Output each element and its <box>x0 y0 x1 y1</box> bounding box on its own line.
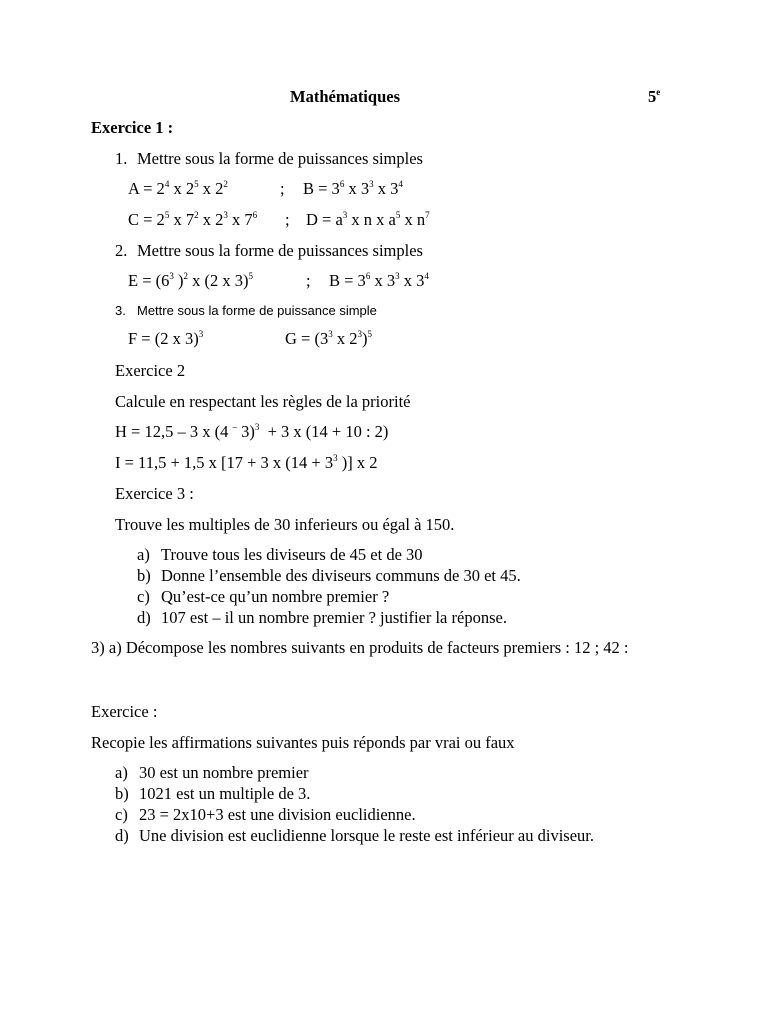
expression-G: $G = (3^3$ x $2^3)^5$ <box>285 328 372 348</box>
list-item: c) 23 = 2x10+3 est une division euclidienne. <box>115 805 416 824</box>
exercise2-title: Exercice 2 <box>115 361 186 380</box>
expression-H: H = 12,5 – 3 x (4 – 3)$^3$ + 3 x (14 + 10 : 2) <box>115 421 389 441</box>
expression-F: F = (2 x 3)$^3$ <box>128 328 204 348</box>
exercise3-part3: 3) a) Décompose les nombres suivants en produits de facteurs premiers : 12 ; 42 : <box>91 638 629 657</box>
exercise2-instruction: Calcule en respectant les règles de la priorité <box>115 392 411 411</box>
separator: ; <box>280 179 285 198</box>
expression-B2: $B = 3^6$ x $3^3$ x $3^4$ <box>329 270 429 290</box>
expression-D: $D = a^3$ x n x $a^5$ x $n^7$ <box>306 209 430 229</box>
grade-level: 5e <box>648 86 661 106</box>
expression-I: I = 11,5 + 1,5 x [17 + 3 x ($14 + 3^3$ )] x 2 <box>115 452 378 472</box>
exercise3-instruction: Trouve les multiples de 30 inferieurs ou égal à 150. <box>115 515 455 534</box>
page-title: Mathématiques <box>290 87 400 106</box>
exercise3-title: Exercice 3 : <box>115 484 194 503</box>
list-item: d) Une division est euclidienne lorsque le reste est inférieur au diviseur. <box>115 826 594 845</box>
separator: ; <box>285 210 290 229</box>
list-item: a) 30 est un nombre premier <box>115 763 309 782</box>
exercise4-instruction: Recopie les affirmations suivantes puis réponds par vrai ou faux <box>91 733 515 752</box>
list-item: a) Trouve tous les diviseurs de 45 et de 30 <box>137 545 423 564</box>
exercise1-title: Exercice 1 : <box>91 118 174 137</box>
list-item: b) 1021 est un multiple de 3. <box>115 784 311 803</box>
exercise1-q2: 2. Mettre sous la forme de puissances simples <box>115 241 423 260</box>
exercise4-title: Exercice : <box>91 702 158 721</box>
exercise1-q3: 3. Mettre sous la forme de puissance simple <box>115 303 377 318</box>
expression-C: $C = 2^5$ x $7^2$ x $2^3$ x $7^6$ <box>128 209 258 229</box>
list-item: d) 107 est – il un nombre premier ? justifier la réponse. <box>137 608 507 627</box>
expression-E: $E = (6^3$ )$^2$ x (2 x 3)$^5$ <box>128 270 254 290</box>
list-item: b) Donne l’ensemble des diviseurs communs de 30 et 45. <box>137 566 521 585</box>
expression-A: $A = 2^4$ x $2^5$ x $2^2$ <box>128 178 228 198</box>
separator: ; <box>306 271 311 290</box>
list-item: c) Qu’est-ce qu’un nombre premier ? <box>137 587 390 606</box>
exercise1-q1: 1. Mettre sous la forme de puissances simples <box>115 149 423 168</box>
expression-B: $B = 3^6$ x $3^3$ x $3^4$ <box>303 178 403 198</box>
